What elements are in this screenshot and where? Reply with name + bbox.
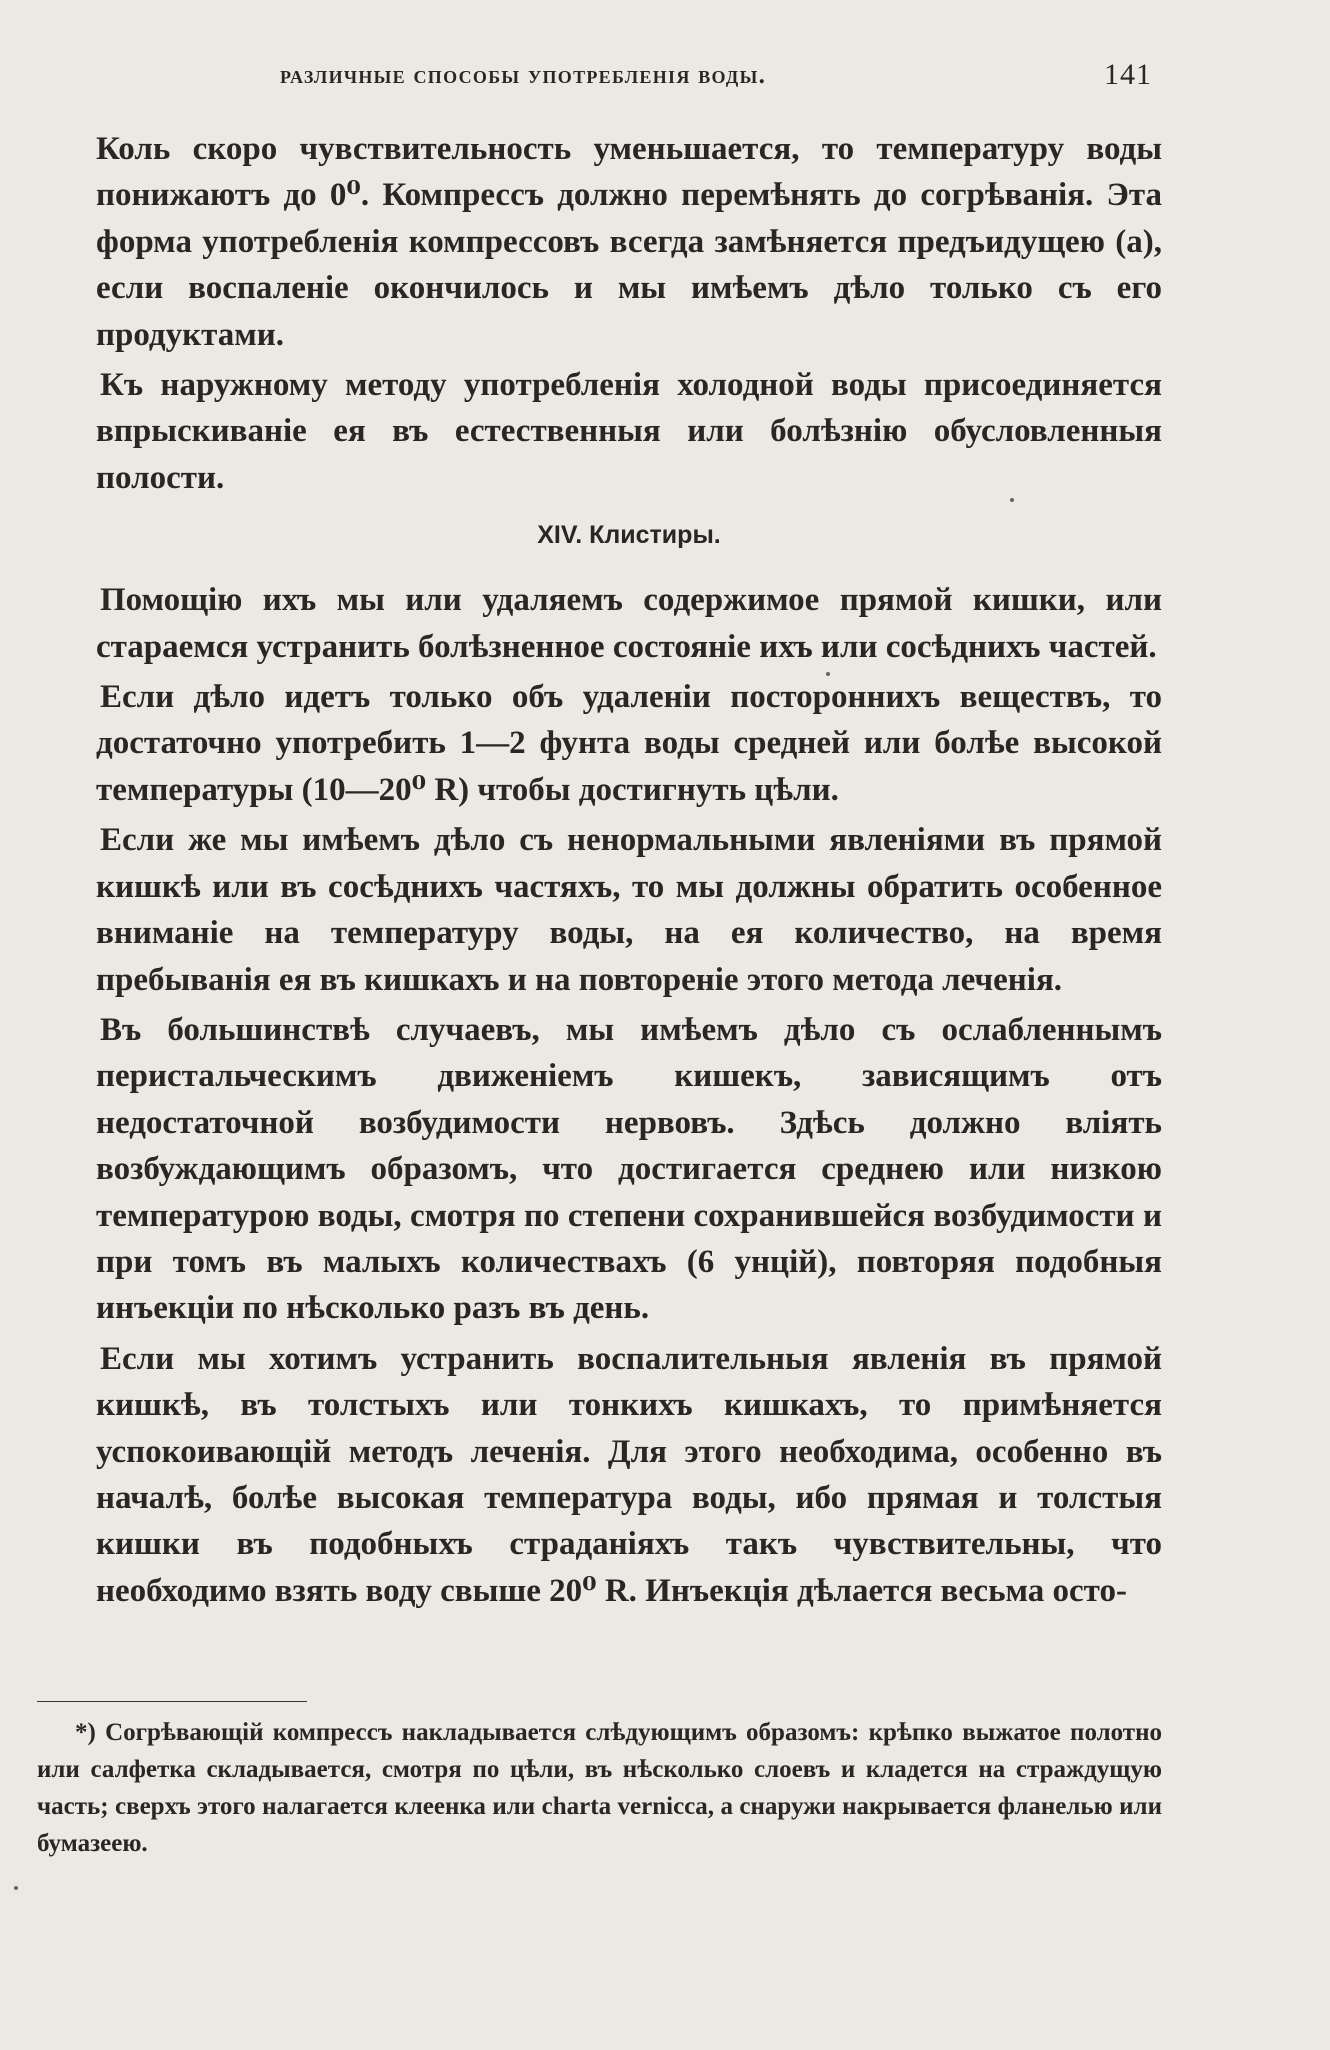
paragraph-6: Въ большинствѣ случаевъ, мы имѣемъ дѣло съ ослабленнымъ перистальческимъ движеніемъ кишекъ, зависящимъ отъ недостаточной возбудимости нервовъ. Здѣсь должно вліять возбуждающимъ образомъ, что достигается среднею или низкою температурою воды, смотря по степени сохранившейся возбудимости и при томъ въ малыхъ количествахъ (6 унцій), повторяя подобныя инъекціи по нѣсколько разъ въ день. — [96, 1011, 1162, 1327]
footnote: *) Согрѣвающій компрессъ накладывается слѣдующимъ образомъ: крѣпко выжатое полотно или салфетка складывается, смотря по цѣли, въ нѣсколько слоевъ и кладется на страждущую часть; сверхъ этого налагается клеенка или charta vernicca, а снаружи накрывается фланелью или бумазеею. — [37, 1719, 1162, 1857]
paragraph-5: Если же мы имѣемъ дѣло съ ненормальными явленіями въ прямой кишкѣ или въ сосѣднихъ частяхъ, то мы должны обратить особенное вниманіе на температуру воды, на ея количество, на время пребыванія ея въ кишкахъ и на повтореніе этого метода леченія. — [96, 822, 1162, 998]
paragraph-4: Если дѣло идетъ только объ удаленіи посторонниxъ веществъ, то достаточно употребить 1—2 фунта воды средней или болѣе высокой температуры (10—20⁰ R) чтобы достигнуть цѣли. — [96, 679, 1162, 808]
paragraph-7: Если мы хотимъ устранить воспалительныя явленія въ прямой кишкѣ, въ толстыхъ или тонкихъ кишкахъ, то примѣняется успокоивающій методъ леченія. Для этого необходима, особенно въ началѣ, болѣе высокая температура воды, ибо прямая и толстыя кишки въ подобныхъ страданіяхъ такъ чувствительны, что необходимо взять воду свыше 20⁰ R. Инъекція дѣлается весьма осто- — [96, 1340, 1162, 1609]
paper-speck — [826, 672, 830, 676]
paragraph-1: Коль скоро чувствительность уменьшается, то температуру воды понижаютъ до 0⁰. Компрессъ должно перемѣнять до согрѣванія. Эта форма употребленія компрессовъ всегда замѣняется предъидущею (а), если воспаленіе окончилось и мы имѣемъ дѣло только съ его продуктами. — [96, 131, 1162, 353]
paper-speck — [14, 1886, 18, 1890]
footnote-rule — [37, 1701, 307, 1702]
body-text — [96, 126, 1162, 1618]
running-title: различные способы употребленія воды. — [280, 62, 767, 89]
paragraph-2: Къ наружному методу употребленія холодной воды присоединяется впрыскиваніе ея въ естественныя или болѣзнію обусловленныя полости. — [96, 367, 1162, 496]
running-header — [280, 58, 1162, 98]
section-heading: XIV. Клистиры. — [537, 521, 721, 550]
paragraph-3: Помощію ихъ мы или удаляемъ содержимое прямой кишки, или стараемся устранить болѣзненное состояніе ихъ или сосѣднихъ частей. — [96, 582, 1162, 665]
page-number: 141 — [1104, 58, 1152, 91]
paper-speck — [1010, 498, 1014, 502]
